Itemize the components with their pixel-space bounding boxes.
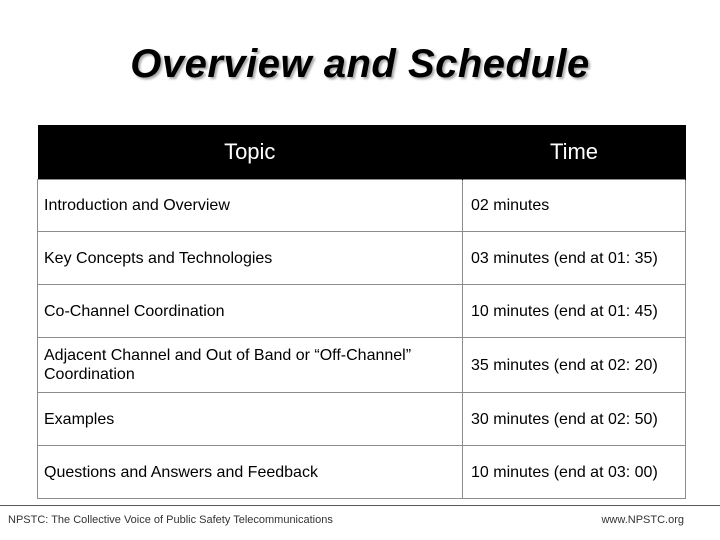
row-time: 35 minutes (end at 02: 20) <box>463 338 686 393</box>
row-time: 30 minutes (end at 02: 50) <box>463 393 686 446</box>
row-time: 02 minutes <box>463 180 686 232</box>
row-topic: Key Concepts and Technologies <box>38 232 463 285</box>
slide-title: Overview and Schedule <box>130 42 590 86</box>
table-header-row <box>38 125 686 180</box>
schedule-table <box>37 125 686 499</box>
table-row <box>38 232 686 285</box>
table-row <box>38 446 686 499</box>
row-time: 10 minutes (end at 01: 45) <box>463 285 686 338</box>
row-time: 03 minutes (end at 01: 35) <box>463 232 686 285</box>
table-row <box>38 338 686 393</box>
row-topic: Co-Channel Coordination <box>38 285 463 338</box>
table-row <box>38 180 686 232</box>
row-topic: Questions and Answers and Feedback <box>38 446 463 499</box>
row-topic: Adjacent Channel and Out of Band or “Off-Channel” Coordination <box>38 338 463 393</box>
row-time: 10 minutes (end at 03: 00) <box>463 446 686 499</box>
footer-divider <box>0 505 720 506</box>
footer-organization-text: NPSTC: The Collective Voice of Public Safety Telecommunications <box>8 514 333 526</box>
header-topic: Topic <box>38 125 463 180</box>
header-time: Time <box>463 125 686 180</box>
table-row <box>38 393 686 446</box>
row-topic: Examples <box>38 393 463 446</box>
footer-website-link[interactable]: www.NPSTC.org <box>601 514 684 526</box>
row-topic: Introduction and Overview <box>38 180 463 232</box>
table-row <box>38 285 686 338</box>
